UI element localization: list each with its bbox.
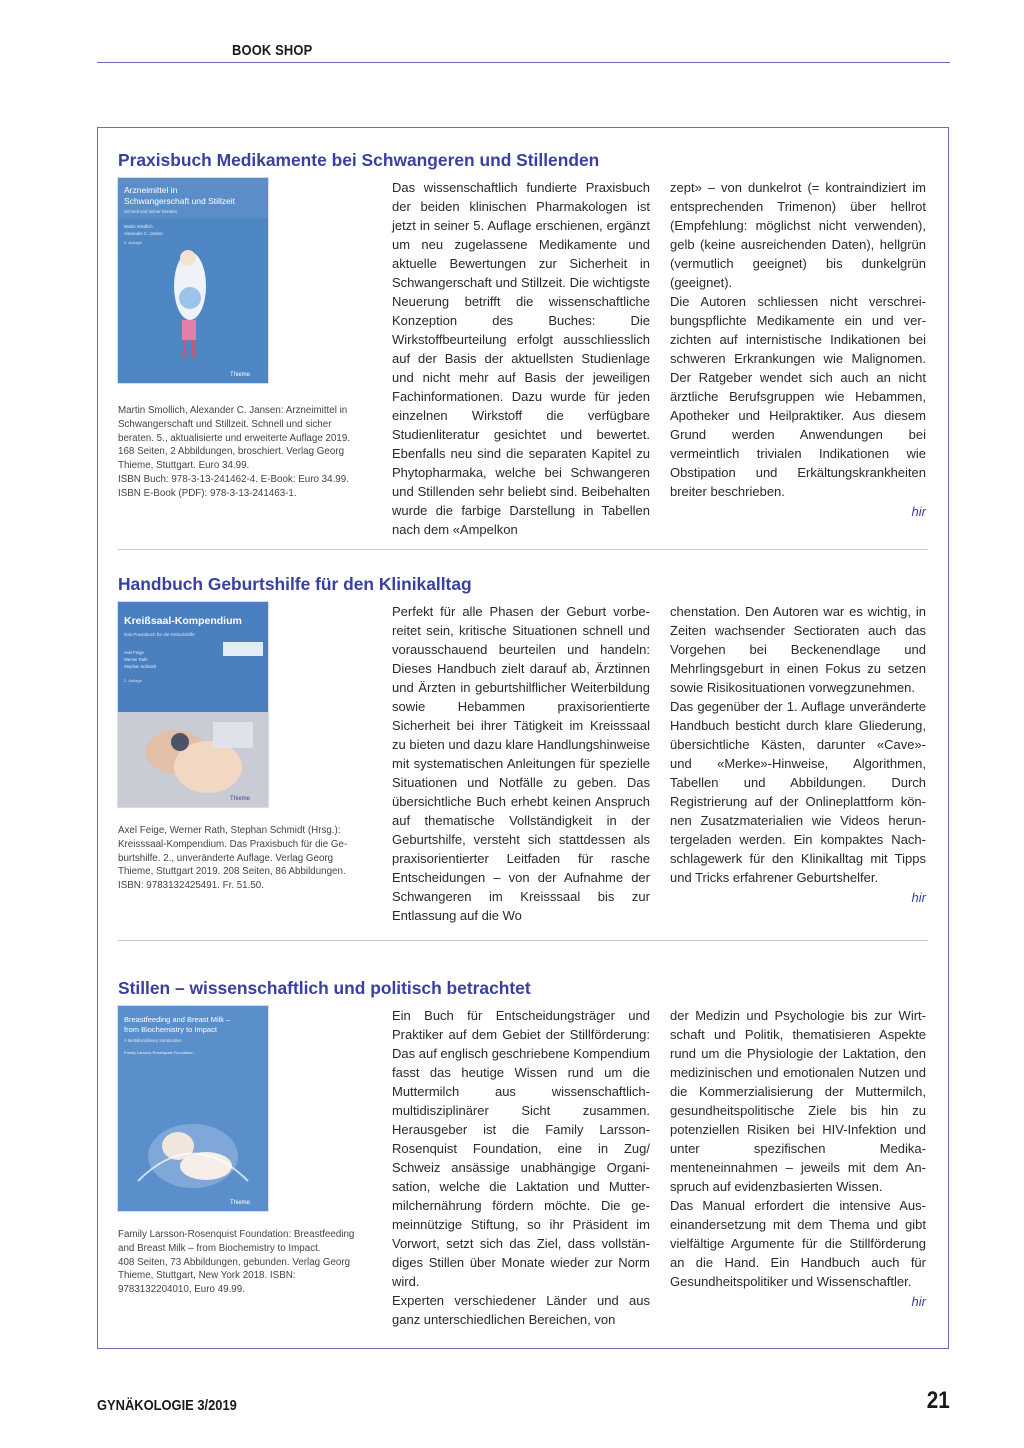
review-paragraph: Das Manual erfordert die intensive Auseinandersetzung mit dem Thema und gibt vielfältige Argumente für die Stillförderung an die Hand. Ein Handbuch auch für Gesundheitspolitiker und Wissenschaftler. [670,1198,926,1289]
caption-line: Family Larsson-Rosenquist Foundation: Breastfeeding and Breast Milk – from Biochemistry to Impact. [118,1229,355,1254]
cover-publisher: Thieme [230,372,251,378]
cover-author: Martin Smollich [124,224,153,229]
review-2 [118,574,928,923]
review-paragraph: Experten verschiedener Länder und aus ganz unterschiedlichen Bereichen, von [392,1293,650,1327]
cover-subtitle: Schnell und sicher beraten [124,209,178,214]
review-paragraph: der Medizin und Psychologie bis zur Wirtschaft und Politik, thematisieren Aspekte rund um die Physiologie der Laktation, den medizinischen und emotionalen Nutzen und die Kommerzialisierung der Muttermilch, gesundheitspolitische Ziele bis hin zu potenziellen Risiken bei HIV-Infektion und unter spezifischen Medikamenteneinnahmen – jeweils mit dem Anspruch auf evidenzbasierten Wissen. [670,1008,926,1194]
book-caption [118,404,370,501]
review-title: Handbuch Geburtshilfe für den Klinikalltag [118,574,472,594]
cover-author: Werner Rath [124,657,148,662]
cover-publisher: Thieme [230,1200,251,1206]
cover-author: Stephan Schmidt [124,664,156,669]
header-divider [97,62,950,63]
cover-title-line: Arzneimittel in [124,185,178,195]
book-cover-image [118,1006,268,1211]
review-paragraph: Das wissenschaftlich fundierte Praxisbuch der beiden klinischen Pharmakologen ist jetzt in seiner 5. Auflage erschienen, ergänzt um neu zugelassene Medikamente und aktuelle Bewertungen zur Sicherheit in Schwangerschaft und Stillzeit. Die wichtigste Neuerung betrifft die wissenschaftliche Konzeption des Buches: Die Wirkstoffbeurteilung erfolgt ausschliesslich auf der Basis der aktuellsten Studienlage und nicht mehr auf Basis der jeweiligen Fachinformationen. Dazu wurde für jeden einzelnen Wirkstoff die verfügbare Studienliteratur gesichtet und bewertet. Ebenfalls neu sind die separaten Kapitel zu Phytopharmaka, welche bei Schwangeren und Stillenden sehr beliebt sind. Beibehalten wurde die farbige Darstellung in Tabellen nach dem «Ampelkon [392,180,650,537]
review-text-column-1 [392,602,650,925]
section-header: BOOK SHOP [232,42,313,59]
book-cover [118,602,268,807]
cover-edition: 5. Auflage [124,240,142,245]
review-paragraph: Ein Buch für Entscheidungsträger und Praktiker auf dem Gebiet der Stillförderung: Das auf englisch geschriebene Kompendium fasst das heutige Wissen rund um die Muttermilch aus wissenschaftlich-multidisziplinärer Sicht zusammen. Herausgeber ist die Family Larsson-Rosenquist Foundation, eine in Zug/ Schweiz ansässige unabhängige Organisation, welche die Laktation und Muttermilchernährung fördern möchte. Die gemeinnützige Stiftung, so ihr Präsident im Vorwort, setzt sich das Ziel, dass vollständiges Stillen über Monate wieder zur Norm wird. [392,1008,650,1289]
review-paragraph: Perfekt für alle Phasen der Geburt vorbereitet sein, kritische Situationen schnell und vorausschauend beurteilen und handeln: Dieses Handbuch zielt darauf ab, Ärztinnen und Ärzten in geburtshilflicher Weiterbildung sowie Hebammen praxisorientierte Sicherheit bei ihrer Tätigkeit im Kreisssaal zu bieten und dazu klare Handlungshinweise mit systematischen Anleitungen für spezielle Situationen und Notfälle zu geben. Das übersichtliche Buch erhebt keinen Anspruch auf thematische Vollständigkeit in der Geburtshilfe, versteht sich stattdessen als praxisorientierter Leitfaden für rasche Entscheidungen – von der Aufnahme der Schwangeren im Kreisssaal bis zur Entlassung auf die Wo [392,604,651,923]
review-text-column-2 [670,178,926,521]
review-paragraph: Die Autoren schliessen nicht verschreibungspflichte Medikamente ein und verzichten auf internistische Indikationen bei schweren Erkrankungen wie Malignomen. Der Ratgeber wendet sich auch an nicht ärztliche Berufsgruppen wie Hebammen, Apotheker und Heilpraktiker. Aus diesem Grund werden Anwendungen bei vermeintlich trivialen Indikationen wie Obstipation und Erkältungskrankheiten breiter beschrieben. [670,294,926,499]
review-text-column-2 [670,1006,926,1311]
journal-issue: GYNÄKOLOGIE 3/2019 [97,1397,237,1414]
caption-line: 168 Seiten, 2 Abbildungen, broschiert. Verlag Georg Thieme, Stuttgart. Euro 34.99. [118,446,345,472]
book-caption [118,824,370,893]
review-divider [118,940,928,941]
book-cover-image [118,602,268,807]
review-paragraph: Das gegenüber der 1. Auflage unveränderte Handbuch besticht durch klare Gliederung, übersichtliche Kästen, darunter «Cave»- und «Merke»-Hinweise, Algorithmen, Tabellen und Abbildungen. Durch Registrierung auf der Onlineplattform können Zusatzmaterialien wie Videos heruntergeladen werden. Ein kompaktes Nachschlagewerk für den Klinikalltag mit Tipps und Tricks erfahrener Geburtshelfer. [670,699,926,885]
cover-edition: 2. Auflage [124,678,142,683]
caption-line: Axel Feige, Werner Rath, Stephan Schmidt (Hrsg.): Kreisssaal-Kompendium. Das Praxisbuch für die Geburtshilfe. 2., unveränderte Auflage. Verlag Georg Thieme, Stuttgart 2019. 208 Seiten, 86 Abbildungen. ISBN: 9783132425491. Fr. 51.50. [118,825,348,892]
caption-line: 408 Seiten, 73 Abbildungen, gebunden. Verlag Georg Thieme, Stuttgart, New York 2018. ISBN: 9783132204010, Euro 49.99. [118,1256,351,1296]
book-cover [118,178,268,383]
review-text-column-2 [670,602,926,907]
review-paragraph: chenstation. Den Autoren war es wichtig, in Zeiten wachsender Sectioraten auch das Vorgehen bei Beckenendlage und Mehrlingsgeburt in einen Fokus zu setzen sowie Risikosituationen vorwegzunehmen. [670,604,926,695]
caption-line: ISBN Buch: 978-3-13-241462-4. E-Book: Euro 34.99. ISBN E-Book (PDF): 978-3-13-241463-1. [118,473,349,499]
cover-title-line: from Biochemistry to Impact [124,1025,217,1034]
review-paragraph: zept» – von dunkelrot (= kontraindiziert im entsprechenden Trimenon) über hellrot (Empfehlung: möglichst nicht verwenden), gelb (keine ausreichenden Daten), hellgrün (vermutlich geeignet) bis dunkelgrün (geeignet). [670,180,926,290]
cover-author: Family Larsson-Rosenquist Foundation [124,1050,194,1055]
cover-title-line: Schwangerschaft und Stillzeit [124,196,236,206]
reviewer-signature: hir [911,890,926,905]
cover-author: Alexander C. Jansen [124,231,163,236]
review-text-column-1 [392,1006,650,1329]
cover-subtitle: A Multidisciplinary Introduction [124,1038,182,1043]
cover-subtitle: Das Praxisbuch für die Geburtshilfe [124,632,195,637]
review-text-column-1 [392,178,650,539]
page-number: 21 [927,1387,950,1414]
book-caption [118,1228,370,1297]
review-1 [118,150,928,537]
cover-author: Axel Feige [124,650,144,655]
review-divider [118,549,928,550]
reviewer-signature: hir [911,504,926,519]
review-3 [118,978,928,1327]
cover-title-line: Kreißsaal-Kompendium [124,615,242,627]
reviewer-signature: hir [911,1294,926,1309]
cover-publisher: Thieme [230,796,251,802]
review-title: Stillen – wissenschaftlich und politisch betrachtet [118,978,531,998]
caption-line: Martin Smollich, Alexander C. Jansen: Arzneimittel in Schwangerschaft und Stillzeit. Schnell und sicher beraten. 5., aktualisierte und erweiterte Auflage 2019. [118,405,351,444]
cover-title-line: Breastfeeding and Breast Milk – [124,1015,231,1024]
review-title: Praxisbuch Medikamente bei Schwangeren und Stillenden [118,150,600,170]
book-cover [118,1006,268,1211]
book-cover-image [118,178,268,383]
